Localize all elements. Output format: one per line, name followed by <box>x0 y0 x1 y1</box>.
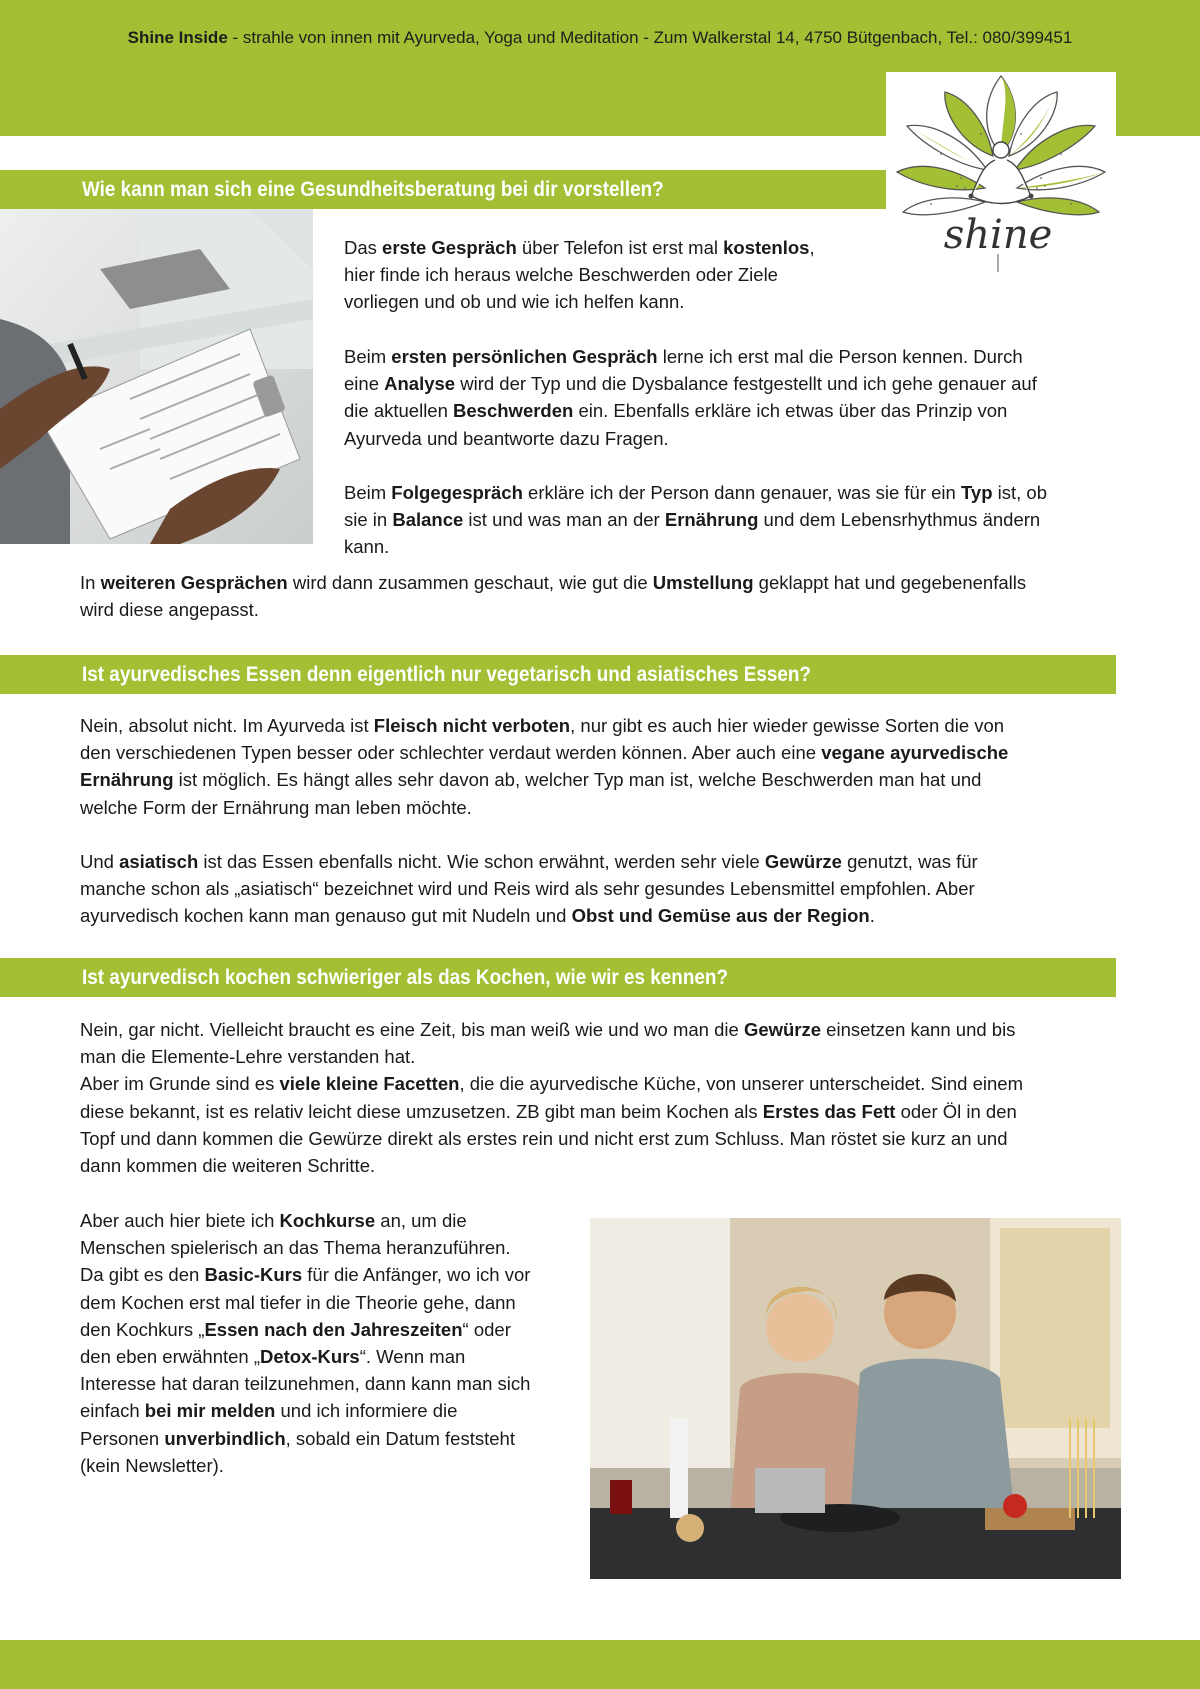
bold-text: bei mir melden <box>144 1400 276 1422</box>
bold-text: Balance <box>392 509 464 531</box>
bold-text: weiteren Gesprächen <box>100 572 288 593</box>
text-run: erkläre ich der Person dann genauer, was sie für ein <box>522 482 961 503</box>
text-run: sie in <box>344 509 393 531</box>
text-run: lerne ich erst mal die Person kennen. Durch <box>657 346 1023 367</box>
section-header-ayurvedic-food <box>0 655 1116 694</box>
section-header-consultation <box>0 170 886 209</box>
couple-cooking-photo <box>590 1218 1121 1579</box>
bold-text: Erstes das Fett <box>762 1100 896 1122</box>
text-run: und dem Lebensrhythmus ändern <box>758 509 1041 531</box>
paragraph <box>344 479 1047 561</box>
text-run: Ayurveda und beantworte dazu Fragen. <box>344 427 669 449</box>
text-run: Interesse hat daran teilzunehmen, dann kann man sich <box>80 1373 531 1395</box>
paragraph <box>80 712 1008 821</box>
text-run: den verschiedenen Typen besser oder schlechter verdaut werden können. Aber auch eine <box>80 742 822 764</box>
text-run: ayurvedisch kochen kann man genauso gut mit Nudeln und <box>80 905 572 927</box>
text-run: “ oder <box>462 1318 511 1340</box>
text-run: In <box>80 572 101 593</box>
logo <box>886 72 1116 284</box>
text-run: an, um die <box>375 1210 467 1231</box>
logo-text: shine <box>943 212 1053 258</box>
bold-text: Kochkurse <box>279 1210 376 1231</box>
paragraph <box>80 848 978 930</box>
text-run: dann kommen die weiteren Schritte. <box>80 1155 376 1177</box>
bold-text: Typ <box>960 482 993 503</box>
bold-text: Folgegespräch <box>391 482 523 503</box>
lotus-meditation-logo-icon <box>886 72 1116 284</box>
bold-text: Basic-Kurs <box>204 1264 303 1286</box>
text-run: Aber im Grunde sind es <box>80 1073 280 1095</box>
bold-text: erste Gespräch <box>382 237 517 258</box>
header-text <box>0 28 1200 48</box>
bold-text: Obst und Gemüse aus der Region <box>571 905 870 927</box>
text-run: und ich informiere die <box>275 1400 458 1422</box>
bold-text: Analyse <box>384 373 456 395</box>
bold-text: Fleisch nicht verboten <box>373 715 571 736</box>
text-run: “. Wenn man <box>359 1346 466 1368</box>
text-run: Aber auch hier biete ich <box>80 1210 280 1231</box>
text-run: Beim <box>344 482 392 503</box>
bold-text: kostenlos <box>723 237 810 258</box>
paragraph <box>80 1207 530 1479</box>
text-run: Das <box>344 237 383 258</box>
section-title: Wie kann man sich eine Gesundheitsberatung bei dir vorstellen? <box>82 178 664 201</box>
text-run: einsetzen kann und bis <box>821 1019 1016 1040</box>
text-run: genutzt, was für <box>841 851 978 872</box>
text-run: dem Kochen erst mal tiefer in die Theorie gehe, dann <box>80 1291 516 1313</box>
paragraph <box>80 569 1026 623</box>
text-run: man die Elemente-Lehre verstanden hat. <box>80 1046 416 1068</box>
header-tagline: - strahle von innen mit Ayurveda, Yoga und Meditation - Zum Walkerstal 14, 4750 Bütgenbach, Tel.: 080/399451 <box>227 28 1073 47</box>
text-run: , nur gibt es auch hier wieder gewisse Sorten die von <box>570 715 1005 736</box>
section-title: Ist ayurvedisches Essen denn eigentlich nur vegetarisch und asiatisches Essen? <box>82 663 811 686</box>
text-run: über Telefon ist erst mal <box>516 237 724 258</box>
text-run: ist und was man an der <box>463 509 665 531</box>
text-run: ist, ob <box>992 482 1048 503</box>
text-run: Beim <box>344 346 392 367</box>
bold-text: asiatisch <box>119 851 199 872</box>
text-run: geklappt hat und gegebenenfalls <box>753 572 1027 593</box>
text-run: diese bekannt, ist es relativ leicht diese umzusetzen. ZB gibt man beim Kochen als <box>80 1100 763 1122</box>
text-run: die aktuellen <box>344 400 454 422</box>
bold-text: Umstellung <box>652 572 754 593</box>
text-run: einfach <box>80 1400 145 1422</box>
text-run: für die Anfänger, wo ich vor <box>302 1264 531 1286</box>
bold-text: unverbindlich <box>164 1427 286 1449</box>
text-run: den Kochkurs „ <box>80 1318 205 1340</box>
text-run: wird der Typ und die Dysbalance festgestellt und ich gehe genauer auf <box>455 373 1037 395</box>
bold-text: Gewürze <box>764 851 842 872</box>
text-run: kann. <box>344 536 390 558</box>
paragraph <box>344 343 1037 452</box>
bold-text: Ernährung <box>664 509 759 531</box>
text-run: oder Öl in den <box>895 1100 1017 1122</box>
clipboard-questionnaire-photo <box>0 209 313 544</box>
text-run: , sobald ein Datum feststeht <box>285 1427 515 1449</box>
bold-text: ersten persönlichen Gespräch <box>391 346 658 367</box>
text-run: Menschen spielerisch an das Thema heranzuführen. <box>80 1237 511 1259</box>
text-run: eine <box>344 373 385 395</box>
bold-text: Essen nach den Jahreszeiten <box>204 1318 463 1340</box>
text-run: wird diese angepasst. <box>80 599 259 621</box>
text-run: , die die ayurvedische Küche, von unserer unterscheidet. Sind einem <box>459 1073 1023 1095</box>
text-run: ist möglich. Es hängt alles sehr davon ab, welcher Typ man ist, welche Beschwerden man hat und <box>173 769 982 791</box>
text-run: (kein Newsletter). <box>80 1454 224 1476</box>
text-run: . <box>869 905 875 927</box>
bold-text: Detox-Kurs <box>260 1346 360 1368</box>
section-header-cooking <box>0 958 1116 997</box>
text-run: manche schon als „asiatisch“ bezeichnet wird und Reis wird als sehr gesundes Lebensmittel empfohlen. Aber <box>80 878 975 900</box>
bold-text: viele kleine Facetten <box>279 1073 460 1095</box>
text-run: ein. Ebenfalls erkläre ich etwas über das Prinzip von <box>573 400 1008 422</box>
text-run: Da gibt es den <box>80 1264 205 1286</box>
section-title: Ist ayurvedisch kochen schwieriger als das Kochen, wie wir es kennen? <box>82 966 729 989</box>
text-run: Und <box>80 851 120 872</box>
bold-text: Ernährung <box>80 769 174 791</box>
text-run: ist das Essen ebenfalls nicht. Wie schon erwähnt, werden sehr viele <box>198 851 765 872</box>
paragraph <box>344 234 815 316</box>
text-run: hier finde ich heraus welche Beschwerden oder Ziele <box>344 264 778 286</box>
text-run: Nein, absolut nicht. Im Ayurveda ist <box>80 715 374 736</box>
bold-text: vegane ayurvedische <box>821 742 1009 764</box>
text-run: , <box>809 237 815 258</box>
text-run: den eben erwähnten „ <box>80 1346 260 1368</box>
text-run: Personen <box>80 1427 165 1449</box>
paragraph <box>80 1016 1023 1179</box>
text-run: wird dann zusammen geschaut, wie gut die <box>287 572 653 593</box>
bold-text: Gewürze <box>743 1019 822 1040</box>
footer-bar <box>0 1640 1200 1689</box>
bold-text: Beschwerden <box>453 400 574 422</box>
text-run: Nein, gar nicht. Vielleicht braucht es eine Zeit, bis man weiß wie und wo man die <box>80 1019 744 1040</box>
text-run: welche Form der Ernährung man leben möchte. <box>80 796 472 818</box>
text-run: vorliegen und ob und wie ich helfen kann. <box>344 291 685 313</box>
text-run: Topf und dann kommen die Gewürze direkt als erstes rein und nicht erst zum Schluss. Man röstet sie kurz an und <box>80 1127 1008 1149</box>
brand-name: Shine Inside <box>127 28 228 47</box>
